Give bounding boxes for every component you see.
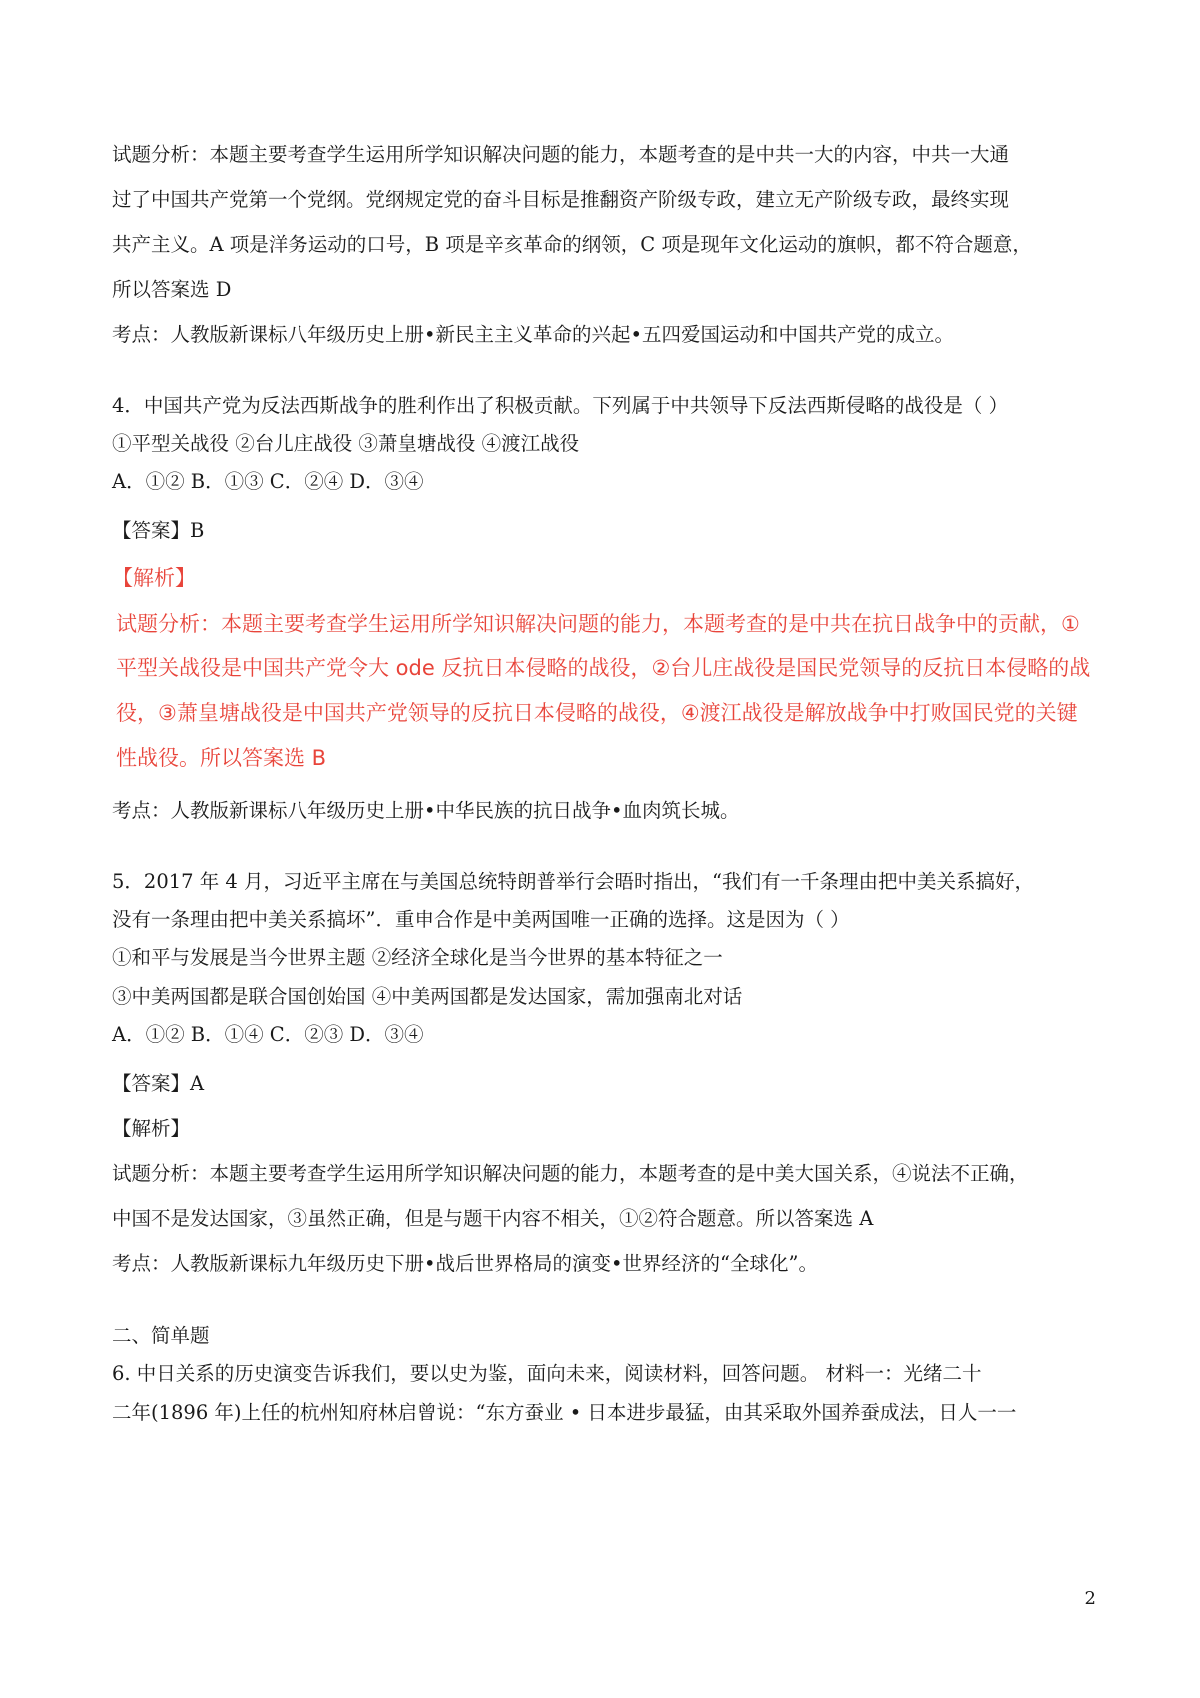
q4-items: ①平型关战役 ②台儿庄战役 ③萧皇塘战役 ④渡江战役 <box>112 432 580 455</box>
q4-analysis-line-4: 性战役。所以答案选 B <box>116 746 327 770</box>
q5-question-line-1: 5．2017 年 4 月，习近平主席在与美国总统特朗普举行会晤时指出，“我们有一千条理由把中美关系搞好， <box>112 870 1035 893</box>
page-number: 2 <box>1084 1588 1096 1609</box>
q5-question-line-2: 没有一条理由把中美关系搞坏”．重申合作是中美两国唯一正确的选择。这是因为（ ） <box>112 908 850 931</box>
q3-point: 考点：人教版新课标八年级历史上册•新民主主义革命的兴起•五四爱国运动和中国共产党的成立。 <box>112 323 955 346</box>
q4-point: 考点：人教版新课标八年级历史上册•中华民族的抗日战争•血肉筑长城。 <box>112 799 740 822</box>
q4-analysis-title: 【解析】 <box>112 566 196 590</box>
q3-analysis-line-2: 过了中国共产党第一个党纲。党纲规定党的奋斗目标是推翻资产阶级专政，建立无产阶级专政，最终实现 <box>112 188 1010 211</box>
q4-answer: 【答案】B <box>112 519 205 542</box>
q3-analysis-line-1: 试题分析：本题主要考查学生运用所学知识解决问题的能力，本题考查的是中共一大的内容，中共一大通 <box>112 143 1010 166</box>
q3-analysis-line-3: 共产主义。A 项是洋务运动的口号，B 项是辛亥革命的纲领，C 项是现年文化运动的旗帜，都不符合题意， <box>112 233 1032 256</box>
q4-analysis-line-1: 试题分析：本题主要考查学生运用所学知识解决问题的能力，本题考查的是中共在抗日战争中的贡献，① <box>116 612 1080 636</box>
q5-analysis-line-1: 试题分析：本题主要考查学生运用所学知识解决问题的能力，本题考查的是中美大国关系，④说法不正确， <box>112 1162 1029 1185</box>
q5-items-1: ①和平与发展是当今世界主题 ②经济全球化是当今世界的基本特征之一 <box>112 946 723 969</box>
q6-line-2: 二年(1896 年)上任的杭州知府林启曾说：“东方蚕业 • 日本进步最猛，由其采取外国养蚕成法，日人一一 <box>112 1401 1017 1424</box>
q6-line-1: 6. 中日关系的历史演变告诉我们，要以史为鉴，面向未来，阅读材料，回答问题。 材料一：光绪二十 <box>112 1362 982 1385</box>
q4-analysis-line-3: 役，③萧皇塘战役是中国共产党领导的反抗日本侵略的战役，④渡江战役是解放战争中打败国民党的关键 <box>116 701 1078 725</box>
q5-analysis-title: 【解析】 <box>112 1117 191 1140</box>
q5-analysis-line-2: 中国不是发达国家，③虽然正确，但是与题干内容不相关，①②符合题意。所以答案选 A <box>112 1207 874 1230</box>
q5-options: A．①② B．①④ C．②③ D．③④ <box>112 1023 424 1046</box>
q4-options: A．①② B．①③ C．②④ D．③④ <box>112 470 424 493</box>
q5-answer: 【答案】A <box>112 1072 205 1095</box>
q4-question: 4．中国共产党为反法西斯战争的胜利作出了积极贡献。下列属于中共领导下反法西斯侵略的战役是（ ） <box>112 394 1009 417</box>
q3-analysis-line-4: 所以答案选 D <box>112 278 232 301</box>
q4-analysis-line-2: 平型关战役是中国共产党令大 ode 反抗日本侵略的战役，②台儿庄战役是国民党领导的反抗日本侵略的战 <box>116 656 1091 680</box>
section2-title: 二、简单题 <box>112 1324 210 1347</box>
q5-items-2: ③中美两国都是联合国创始国 ④中美两国都是发达国家，需加强南北对话 <box>112 985 743 1008</box>
q5-point: 考点：人教版新课标九年级历史下册•战后世界格局的演变•世界经济的“全球化”。 <box>112 1252 818 1275</box>
